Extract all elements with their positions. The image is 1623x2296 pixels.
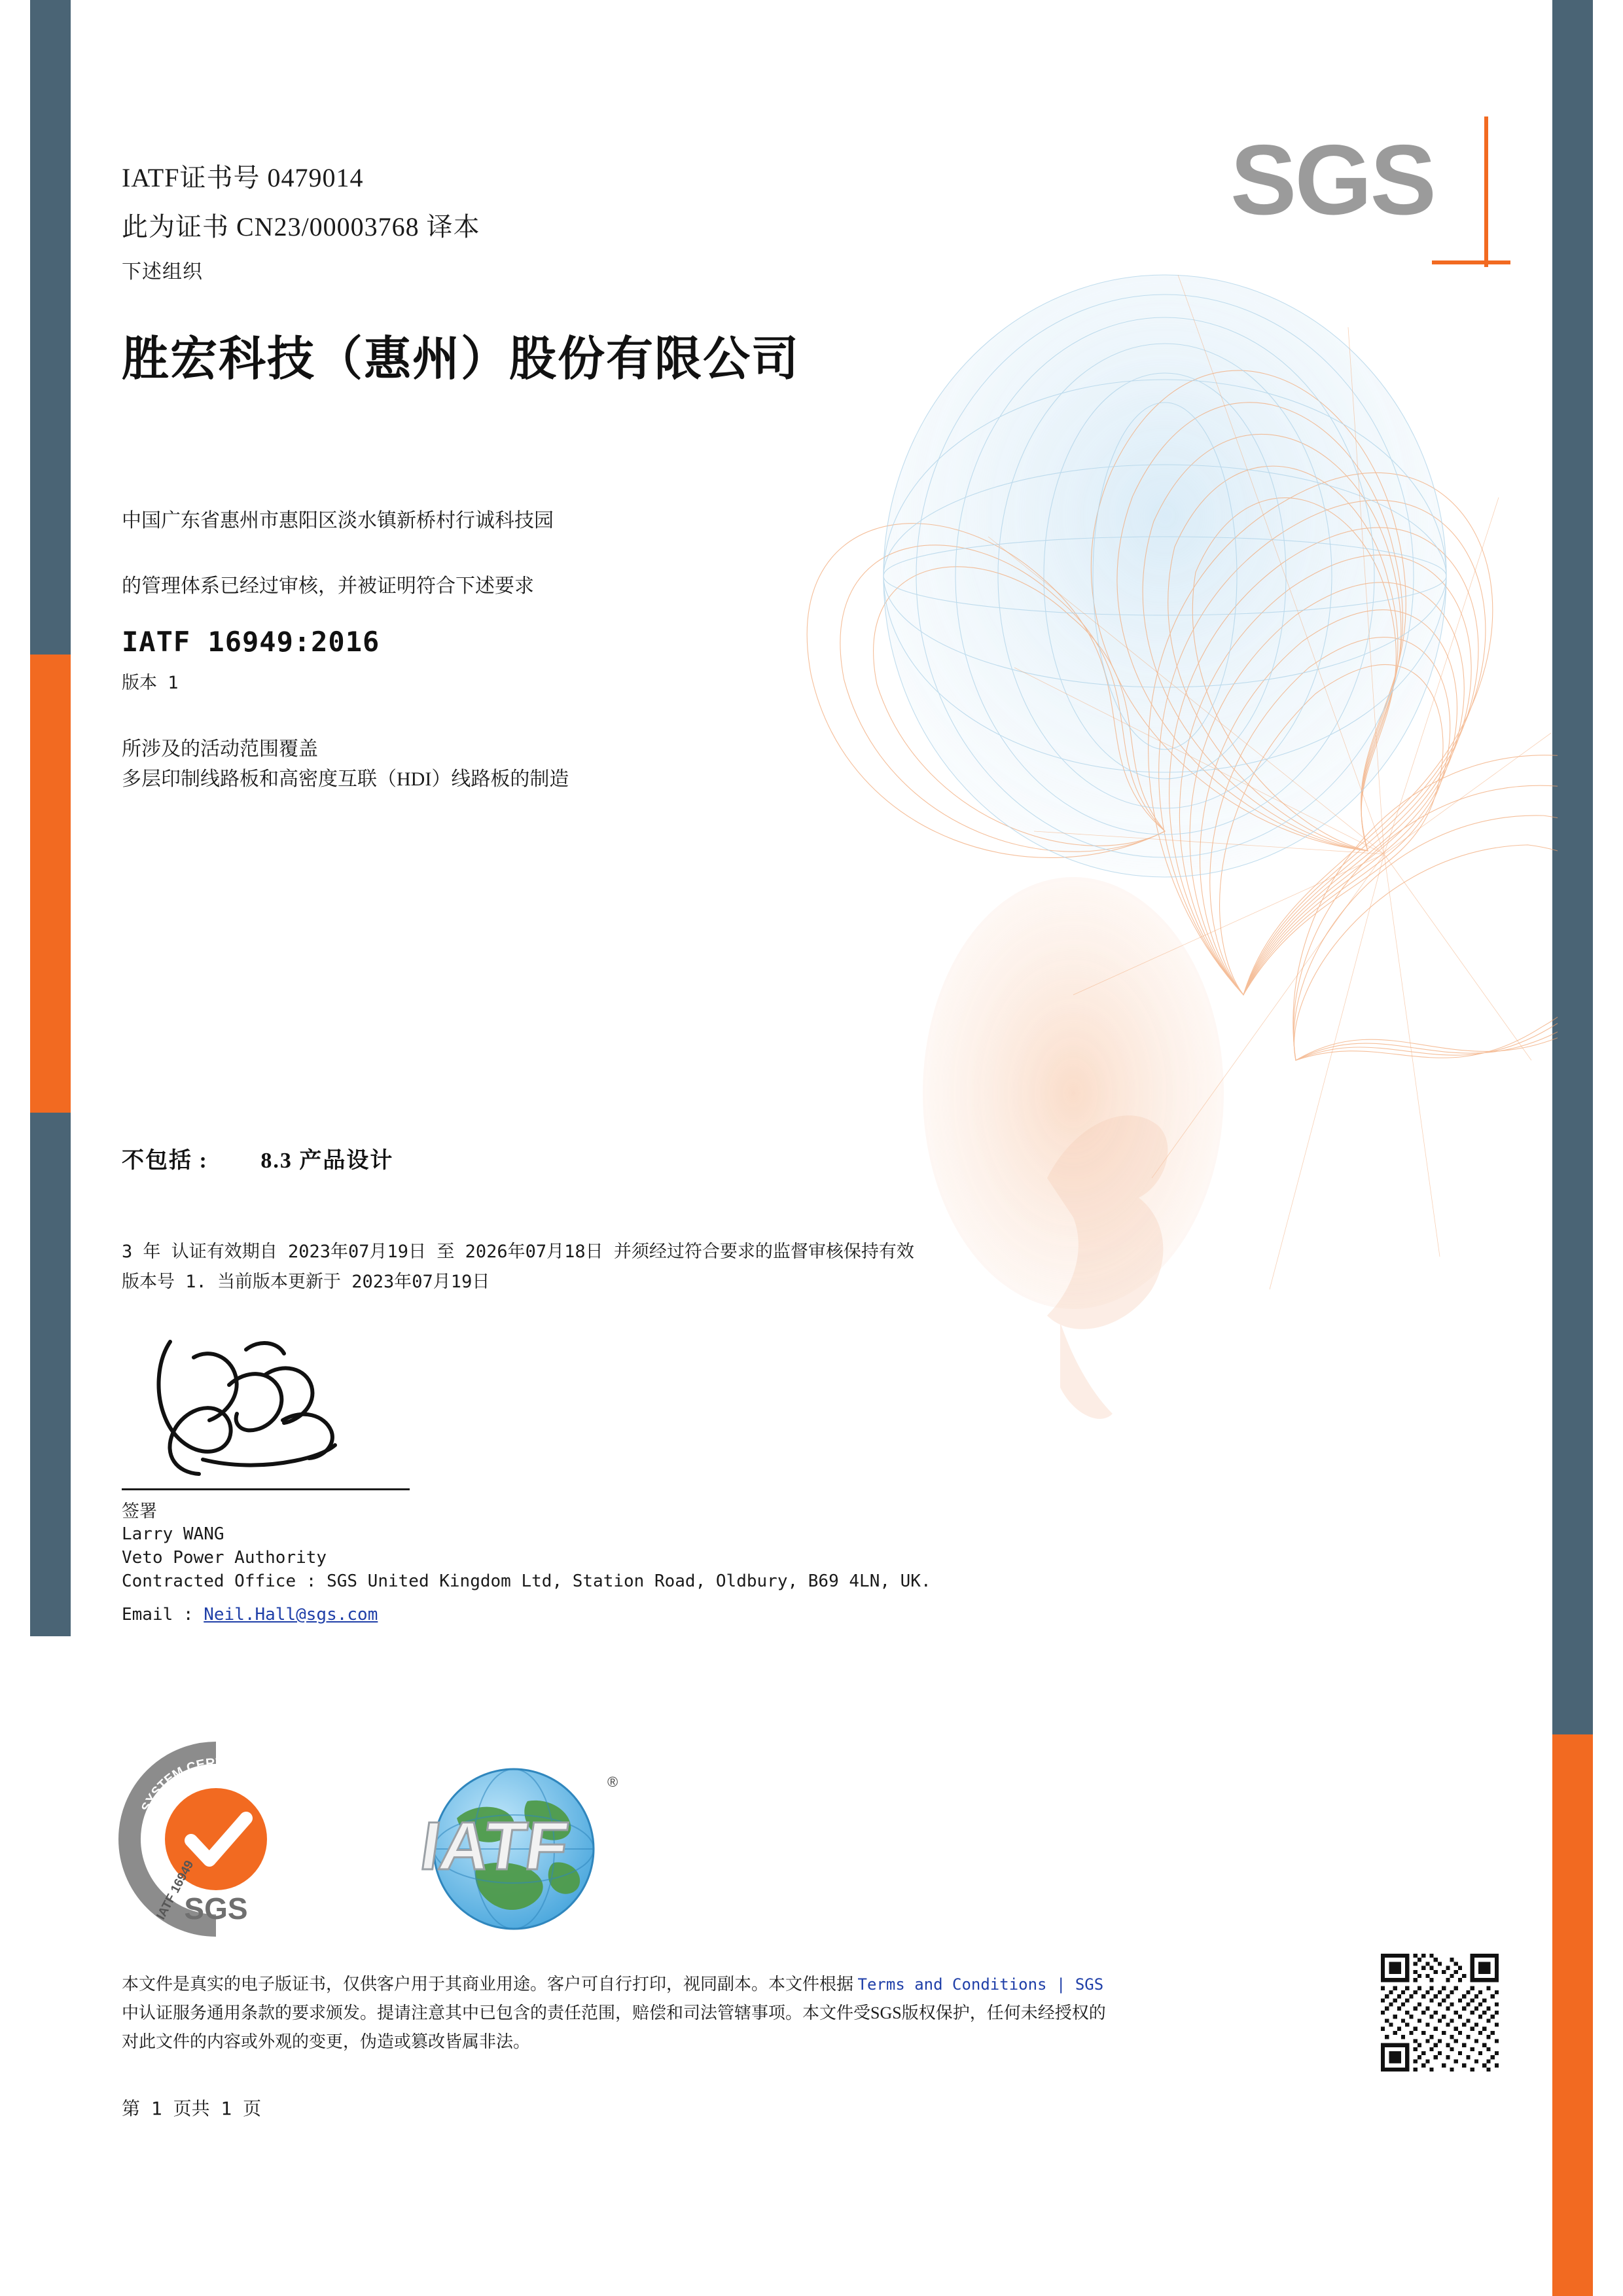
signature-block: [122, 1322, 931, 1624]
translation-note: 此为证书 CN23/00003768 译本: [122, 212, 480, 242]
scope-heading: 所涉及的活动范围覆盖: [122, 738, 318, 760]
left-slate-bar-top: [30, 0, 71, 655]
footer-text-2: 中认证服务通用条款的要求颁发。提请注意其中已包含的责任范围，赔偿和司法管辖事项。本文件受SGS版权保护，任何未经授权的: [122, 2003, 1106, 2022]
exclusion-value: 8.3 产品设计: [260, 1149, 394, 1173]
handwritten-signature: [131, 1322, 419, 1486]
footer-text-1: 本文件是真实的电子版证书，仅供客户用于其商业用途。客户可自行打印，视同副本。本文件根据: [122, 1975, 854, 1994]
svg-text:SYSTEM CERTIFICATION: SYSTEM CERTIFICATION: [139, 1755, 286, 1814]
qr-code[interactable]: [1381, 1954, 1499, 2072]
sgs-logo-text: SGS: [1230, 124, 1435, 236]
contact-email-row: [122, 1605, 580, 1624]
left-orange-bar: [30, 655, 71, 1113]
accreditation-marks: [118, 1741, 635, 1937]
terms-and-conditions-link[interactable]: Terms and Conditions | SGS: [857, 1975, 1104, 1994]
validity-line-2: 版本号 1. 当前版本更新于 2023年07月19日: [122, 1272, 490, 1292]
assessment-statement: 的管理体系已经过审核，并被证明符合下述要求: [122, 575, 534, 597]
svg-text:IATF 16949: IATF 16949: [154, 1858, 197, 1922]
scope-text: 多层印制线路板和高密度互联（HDI）线路板的制造: [122, 768, 569, 790]
footer-text-3: 对此文件的内容或外观的变更，伪造或篡改皆属非法。: [122, 2032, 531, 2051]
sgs-logo-horizontal-rule: [1432, 260, 1510, 264]
signature-label: 签署: [122, 1501, 157, 1521]
email-link[interactable]: Neil.Hall@sgs.com: [204, 1605, 378, 1624]
page-number: 第 1 页共 1 页: [122, 2098, 262, 2119]
sgs-logo: [1230, 124, 1492, 255]
validity-line-1: 3 年 认证有效期自 2023年07月19日 至 2026年07月18日 并须经过符合要求的监督审核保持有效: [122, 1242, 914, 1262]
right-orange-bar: [1552, 1734, 1593, 2296]
svg-text:IATF: IATF: [416, 1808, 573, 1884]
signer-name: Larry WANG: [122, 1524, 224, 1544]
organization-name: 胜宏科技（惠州）股份有限公司: [122, 333, 800, 386]
certificate-number: IATF证书号 0479014: [122, 163, 364, 192]
iatf-mark: [399, 1741, 635, 1937]
left-slate-bar-bottom: [30, 1113, 71, 1636]
organization-address: 中国广东省惠州市惠阳区淡水镇新桥村行诚科技园: [122, 510, 554, 531]
svg-text:®: ®: [607, 1774, 618, 1790]
standard-name: IATF 16949:2016: [122, 626, 380, 658]
standard-version: 版本 1: [122, 673, 179, 693]
validity-block: [122, 1237, 1169, 1297]
svg-text:SGS: SGS: [184, 1892, 248, 1926]
org-prefix: 下述组织: [122, 261, 203, 283]
contracted-office: Contracted Office : SGS United Kingdom Ltd, Station Road, Oldbury, B69 4LN, UK.: [122, 1571, 931, 1591]
sgs-logo-vertical-rule: [1484, 117, 1488, 267]
right-slate-bar-top: [1552, 0, 1593, 1113]
signer-title: Veto Power Authority: [122, 1548, 327, 1568]
right-slate-bar-mid: [1552, 1113, 1593, 1734]
exclusion-label: 不包括 :: [122, 1149, 208, 1173]
email-label: Email :: [122, 1605, 194, 1624]
footer-disclaimer: [122, 1970, 1319, 2056]
exclusion-block: [122, 1142, 393, 1174]
sgs-system-certification-mark: [118, 1741, 314, 1937]
scope-block: [122, 734, 1234, 795]
signature-rule: [122, 1488, 410, 1490]
certificate-body: [122, 157, 1234, 795]
